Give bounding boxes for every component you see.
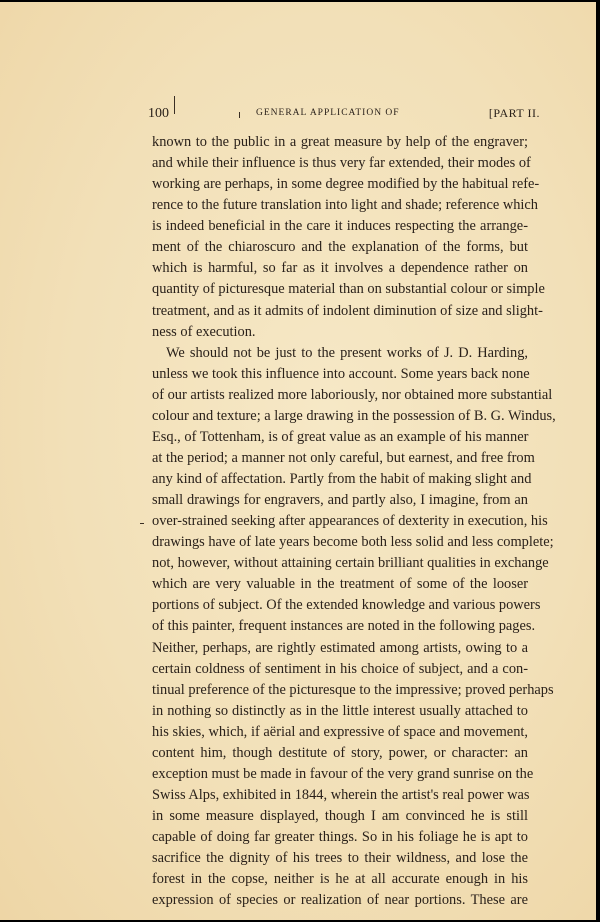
text-line: sacrifice the dignity of his trees to their wildness, and lose the bbox=[152, 850, 528, 867]
text-line: colour and texture; a large drawing in the possession of B. G. Windus, bbox=[152, 407, 556, 424]
text-line: treatment, and as it admits of indolent diminution of size and slight- bbox=[152, 302, 543, 319]
text-line: working are perhaps, in some degree modified by the habitual refe- bbox=[152, 176, 540, 193]
text-line: portions of subject. Of the extended knowledge and various powers bbox=[152, 597, 541, 614]
text-line: which are very valuable in the treatment of some of the looser bbox=[152, 576, 528, 593]
text-line: in some measure displayed, though I am convinced he is still bbox=[152, 808, 528, 824]
text-line: small drawings for engravers, and partly also, I imagine, from an bbox=[152, 492, 528, 509]
ink-mark bbox=[239, 112, 240, 118]
text-line: of our artists realized more laboriously, nor obtained more substantial bbox=[152, 386, 553, 403]
text-line: any kind of affectation. Partly from the habit of making slight and bbox=[152, 471, 532, 487]
body-text bbox=[152, 132, 556, 911]
text-line: of this painter, frequent instances are noted in the following pages. bbox=[152, 618, 536, 635]
text-line: quantity of picturesque material than on substantial colour or simple bbox=[152, 281, 545, 298]
text-line: unless we took this influence into account. Some years back none bbox=[152, 365, 530, 382]
text-line: not, however, without attaining certain brilliant qualities in exchange bbox=[152, 555, 549, 572]
text-line: and while their influence is thus very far extended, their modes of bbox=[152, 155, 531, 172]
text-line: is indeed beneficial in the care it induces respecting the arrange- bbox=[152, 218, 528, 235]
running-head bbox=[148, 106, 540, 124]
ink-mark bbox=[174, 96, 175, 114]
text-line: exception must be made in favour of the very grand sunrise on the bbox=[152, 765, 534, 782]
text-line: capable of doing far greater things. So in his foliage he is apt to bbox=[152, 829, 528, 846]
book-page bbox=[0, 2, 596, 920]
text-line: Esq., of Tottenham, is of great value as an example of his manner bbox=[152, 428, 529, 445]
text-line: ness of execution. bbox=[152, 323, 256, 340]
text-line: certain coldness of sentiment in his choice of subject, and a con- bbox=[152, 660, 528, 677]
text-line: We should not be just to the present works of J. D. Harding, bbox=[166, 344, 528, 361]
text-line: ment of the chiaroscuro and the explanation of the forms, but bbox=[152, 239, 528, 256]
text-line: his skies, which, if aërial and expressive of space and movement, bbox=[152, 723, 528, 740]
text-line: content him, though destitute of story, power, or character: an bbox=[152, 744, 528, 761]
text-line: over-strained seeking after appearances of dexterity in execution, his bbox=[152, 513, 548, 530]
text-line: tinual preference of the picturesque to the impressive; proved perhaps bbox=[152, 681, 554, 698]
text-line: in nothing so distinctly as in the little interest usually attached to bbox=[152, 702, 528, 719]
text-line: which is harmful, so far as it involves a dependence rather on bbox=[152, 260, 528, 277]
page-number: 100 bbox=[148, 106, 169, 121]
text-line: known to the public in a great measure by help of the engraver; bbox=[152, 134, 528, 150]
running-head-title: GENERAL APPLICATION OF bbox=[256, 108, 400, 118]
running-head-part: [PART II. bbox=[488, 106, 540, 120]
text-line: rence to the future translation into light and shade; reference which bbox=[152, 197, 538, 214]
text-line: forest in the copse, neither is he at all accurate enough in his bbox=[152, 871, 528, 888]
text-line: Swiss Alps, exhibited in 1844, wherein the artist's real power was bbox=[152, 786, 530, 803]
ink-mark bbox=[140, 523, 144, 524]
text-line: drawings have of late years become both less solid and less complete; bbox=[152, 534, 554, 551]
text-line: Neither, perhaps, are rightly estimated among artists, owing to a bbox=[152, 639, 528, 656]
text-line: expression of species or realization of near portions. These are bbox=[152, 892, 528, 909]
text-line: at the period; a manner not only careful, but earnest, and free from bbox=[152, 449, 535, 466]
